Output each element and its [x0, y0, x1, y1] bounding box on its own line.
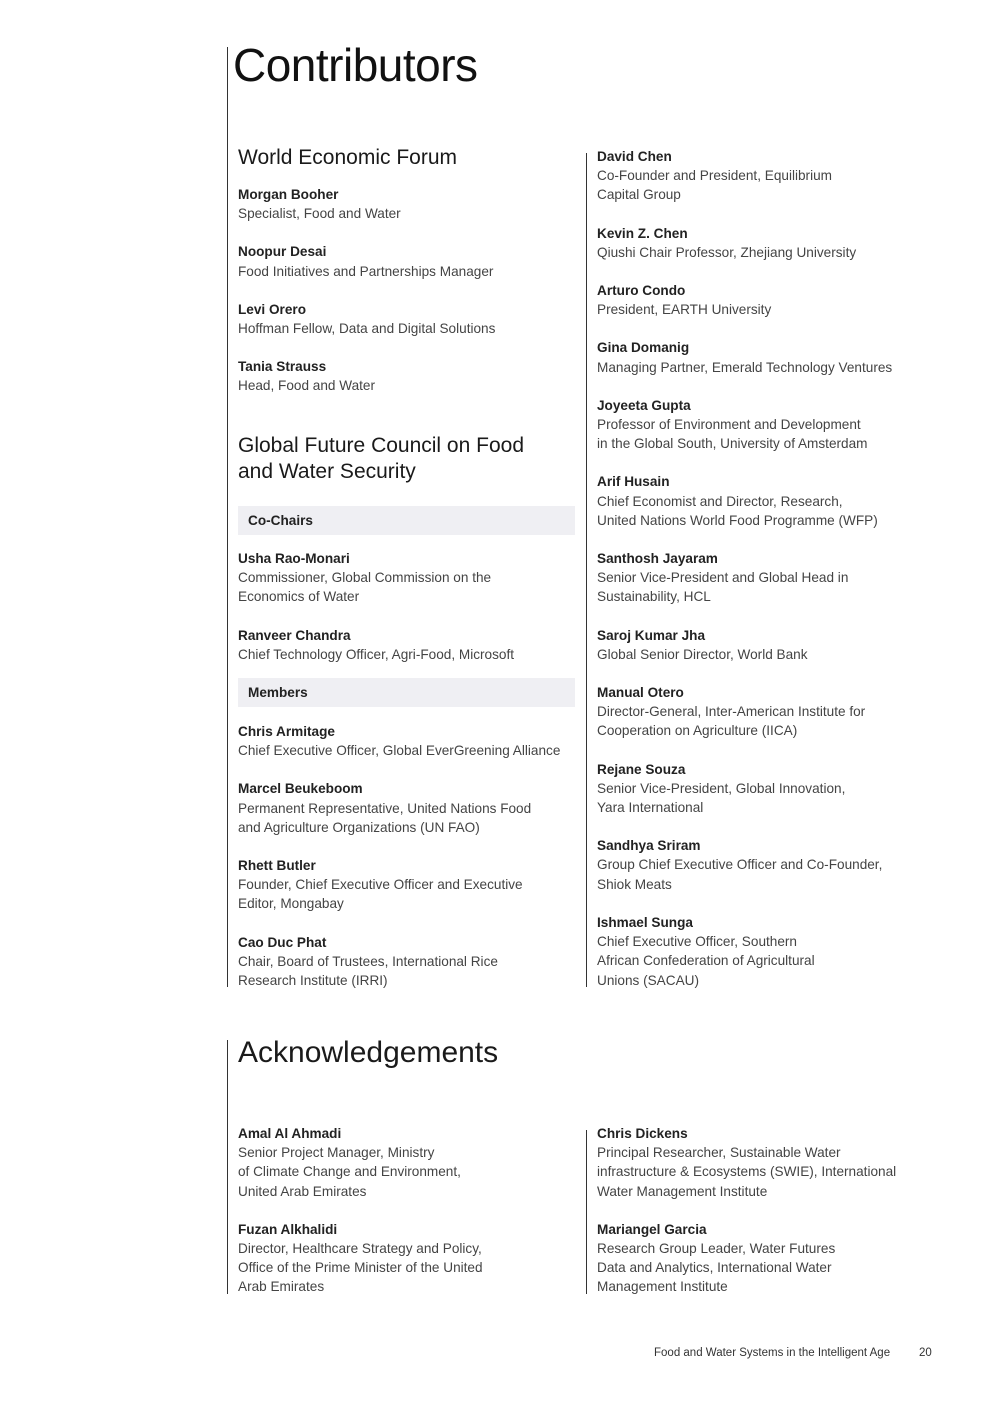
divider-right: [586, 153, 587, 987]
person-role: Global Senior Director, World Bank: [597, 646, 808, 662]
person-name: Rhett Butler: [238, 858, 316, 874]
person-role: Senior Vice-President and Global Head in Sustainability, HCL: [597, 570, 849, 605]
divider-ack-right: [586, 1130, 587, 1294]
person-role: Hoffman Fellow, Data and Digital Solutions: [238, 321, 496, 337]
person-role: Director-General, Inter-American Institute for Cooperation on Agriculture (IICA): [597, 704, 866, 739]
person-role: Food Initiatives and Partnerships Manager: [238, 263, 494, 279]
page-title: Contributors: [233, 39, 478, 91]
person-role: Chief Executive Officer, Global EverGreening Alliance: [238, 743, 561, 759]
person-entry: [238, 185, 578, 223]
footer-report-title: Food and Water Systems in the Intelligent Age: [654, 1347, 891, 1359]
person-role: Managing Partner, Emerald Technology Ventures: [597, 359, 893, 375]
person-role: Chair, Board of Trustees, International Rice Research Institute (IRRI): [238, 953, 498, 989]
divider-ack-left: [227, 1040, 228, 1294]
cochairs-label: Co-Chairs: [238, 506, 575, 535]
person-entry: [597, 281, 957, 319]
person-name: Fuzan Alkhalidi: [238, 1221, 338, 1237]
acknowledgements-list-left: [238, 1124, 578, 1316]
person-role: Head, Food and Water: [238, 378, 376, 394]
person-entry: [238, 1124, 578, 1201]
person-name: Noopur Desai: [238, 244, 327, 260]
person-entry: [238, 242, 578, 280]
person-entry: [238, 300, 578, 338]
divider-left: [227, 47, 228, 987]
person-name: Usha Rao-Monari: [238, 551, 350, 566]
person-entry: [238, 626, 578, 664]
person-entry: [597, 913, 957, 990]
person-name: Joyeeta Gupta: [597, 397, 691, 413]
person-entry: [238, 779, 578, 837]
members-label: Members: [238, 678, 575, 707]
person-entry: [597, 836, 957, 894]
person-entry: [597, 472, 957, 530]
person-entry: [238, 549, 578, 607]
person-name: Manual Otero: [597, 685, 684, 701]
person-name: Morgan Booher: [238, 187, 339, 202]
person-name: Arturo Condo: [597, 283, 686, 299]
person-name: Saroj Kumar Jha: [597, 627, 706, 643]
person-name: Ishmael Sunga: [597, 914, 693, 930]
person-entry: [597, 338, 957, 376]
person-name: Chris Dickens: [597, 1126, 688, 1141]
person-role: President, EARTH University: [597, 302, 772, 318]
person-name: Mariangel Garcia: [597, 1221, 707, 1237]
person-name: Levi Orero: [238, 301, 306, 317]
person-entry: [238, 856, 578, 914]
person-name: Rejane Souza: [597, 761, 686, 777]
members-list-left: [238, 722, 578, 1009]
person-name: Marcel Beukeboom: [238, 781, 363, 797]
wef-heading: World Economic Forum: [238, 146, 458, 169]
person-entry: [238, 357, 578, 395]
person-name: Amal Al Ahmadi: [238, 1126, 342, 1141]
person-role: Principal Researcher, Sustainable Water infrastructure & Ecosystems (SWIE), International Water Management Institute: [597, 1145, 897, 1199]
person-role: Chief Technology Officer, Agri-Food, Microsoft: [238, 646, 515, 662]
person-entry: [597, 626, 957, 664]
person-entry: [597, 549, 957, 607]
person-role: Co-Founder and President, Equilibrium Capital Group: [597, 168, 832, 203]
person-role: Permanent Representative, United Nations Food and Agriculture Organizations (UN FAO): [238, 800, 532, 835]
person-name: Sandhya Sriram: [597, 838, 701, 854]
person-entry: [238, 722, 578, 760]
person-entry: [597, 147, 957, 205]
wef-people-list: [238, 185, 578, 415]
members-list-right: [597, 147, 957, 1009]
person-entry: [597, 396, 957, 454]
person-role: Research Group Leader, Water Futures Data and Analytics, International Water Management Institute: [597, 1241, 836, 1295]
person-name: Ranveer Chandra: [238, 627, 351, 643]
person-name: Cao Duc Phat: [238, 934, 327, 950]
person-role: Director, Healthcare Strategy and Policy, Office of the Prime Minister of the United Arab Emirates: [238, 1241, 483, 1295]
person-entry: [238, 933, 578, 991]
person-entry: [597, 1124, 957, 1201]
person-role: Specialist, Food and Water: [238, 206, 401, 222]
person-role: Commissioner, Global Commission on the Economics of Water: [238, 570, 492, 605]
person-role: Founder, Chief Executive Officer and Executive Editor, Mongabay: [238, 877, 523, 912]
person-role: Chief Economist and Director, Research, United Nations World Food Programme (WFP): [597, 493, 878, 528]
person-entry: [238, 1220, 578, 1297]
person-role: Qiushi Chair Professor, Zhejiang University: [597, 244, 857, 260]
person-name: Chris Armitage: [238, 724, 335, 739]
person-role: Professor of Environment and Development in the Global South, University of Amsterdam: [597, 417, 868, 452]
person-role: Senior Vice-President, Global Innovation, Yara International: [597, 780, 846, 816]
person-name: David Chen: [597, 149, 672, 164]
footer-page-number: 20: [919, 1347, 932, 1359]
person-entry: [597, 683, 957, 741]
person-name: Santhosh Jayaram: [597, 551, 718, 567]
person-entry: [597, 760, 957, 818]
acknowledgements-list-right: [597, 1124, 957, 1316]
person-name: Tania Strauss: [238, 359, 327, 375]
person-name: Gina Domanig: [597, 340, 690, 356]
person-role: Group Chief Executive Officer and Co-Founder, Shiok Meats: [597, 857, 883, 892]
person-role: Chief Executive Officer, Southern African Confederation of Agricultural Unions (SACAU): [597, 934, 815, 988]
cochairs-list: [238, 549, 578, 683]
acknowledgements-heading: Acknowledgements: [238, 1036, 499, 1069]
council-heading: Global Future Council on Food and Water Security: [238, 434, 524, 483]
person-name: Arif Husain: [597, 474, 670, 490]
person-entry: [597, 224, 957, 262]
person-entry: [597, 1220, 957, 1297]
person-role: Senior Project Manager, Ministry of Climate Change and Environment, United Arab Emirates: [238, 1145, 461, 1199]
person-name: Kevin Z. Chen: [597, 225, 688, 241]
